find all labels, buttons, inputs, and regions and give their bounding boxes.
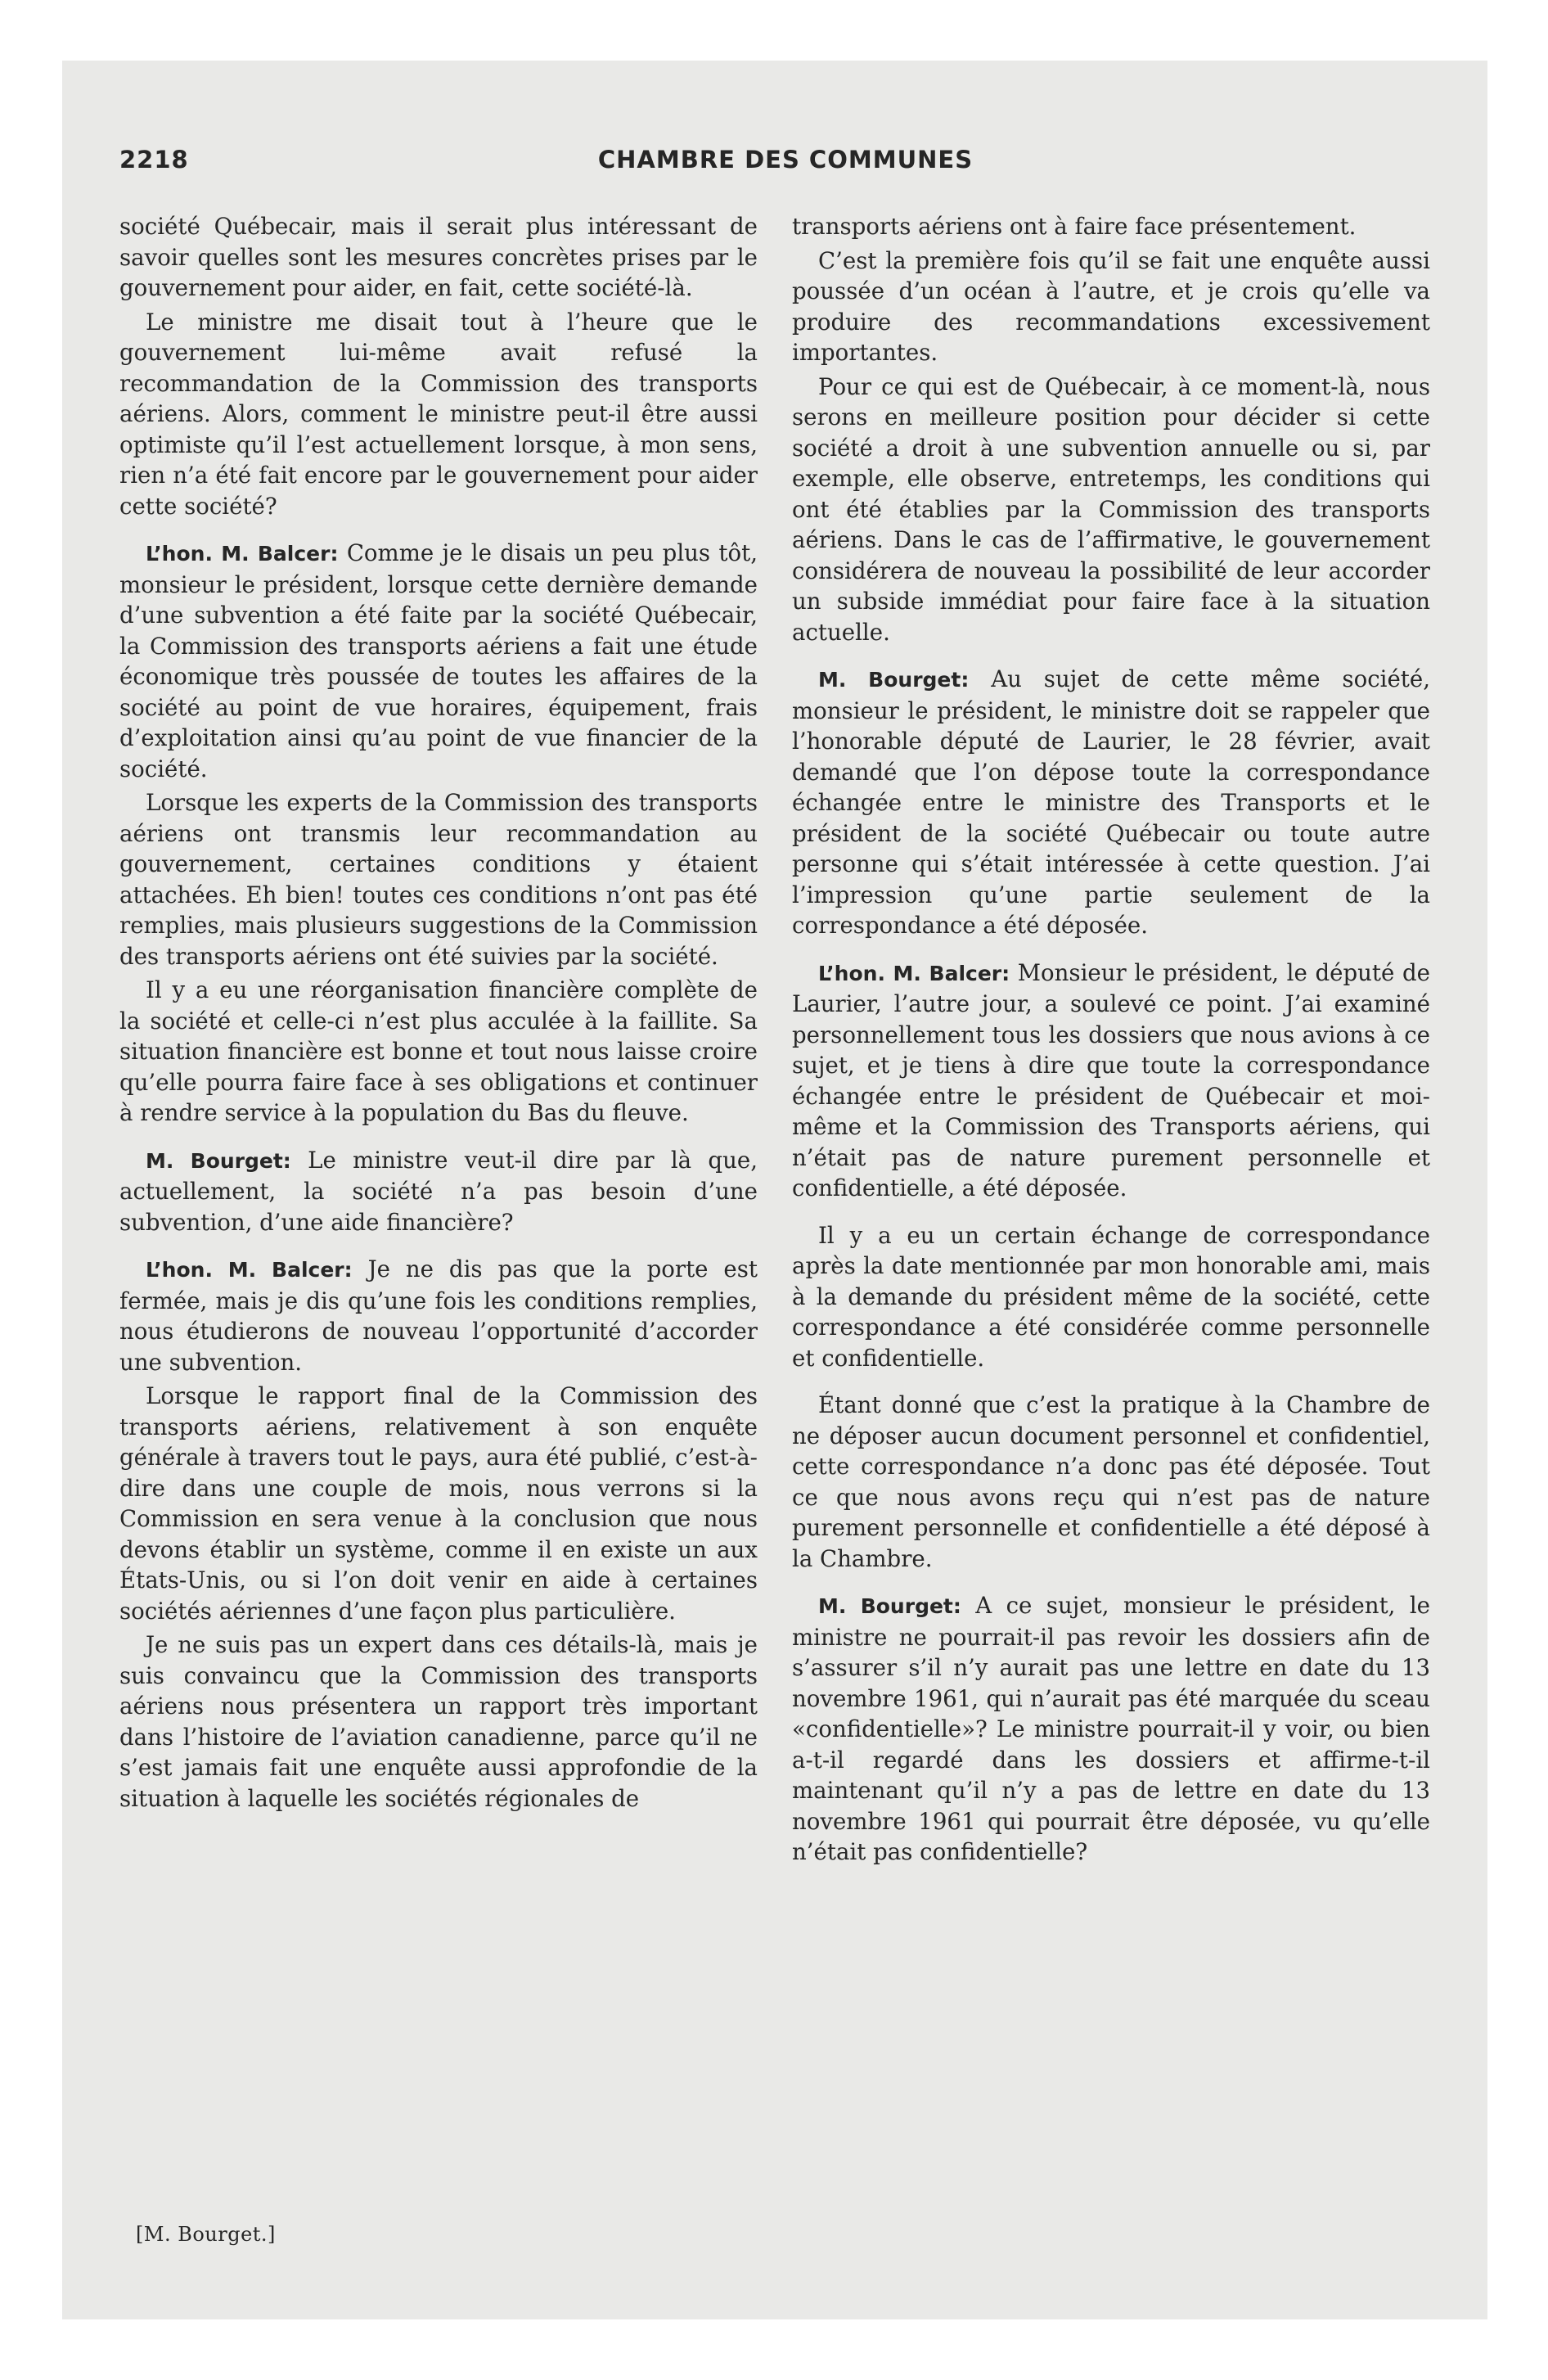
speech-paragraph: M. Bourget: Le ministre veut-il dire par là que, actuellement, la société n’a pas besoin d’une subvention, d’une aide financière? — [119, 1146, 758, 1236]
paragraph: Étant donné que c’est la pratique à la Chambre de ne déposer aucun document personnel et confidentiel, cette correspondance n’a donc pas été déposée. Tout ce que nous avons reçu qui n’est pas de nature purement personnelle et confidentielle a été déposé à la Chambre. — [792, 1391, 1430, 1572]
speaker-name: M. Bourget: — [818, 668, 970, 692]
left-column — [119, 211, 758, 1817]
speech-paragraph: L’hon. M. Balcer: Monsieur le président, le député de Laurier, l’autre jour, a soulevé ce point. J’ai examiné personnellement tous les dossiers que nous avions à ce sujet, et je tiens à dire que toute la correspondance échangée entre le président de Québecair et moi-même et la Commission des Transports aériens, qui n’était pas de nature purement personnelle et confidentielle, a été déposée. — [792, 958, 1430, 1201]
paragraph: Je ne suis pas un expert dans ces détails-là, mais je suis convaincu que la Commission des transports aériens nous présentera un rapport très important dans l’histoire de l’aviation canadienne, parce qu’il ne s’est jamais fait une enquête aussi approfondie de la situation à laquelle les sociétés régionales de — [119, 1631, 758, 1812]
page-number: 2218 — [119, 146, 189, 174]
speaker-name: L’hon. M. Balcer: — [146, 542, 339, 566]
paragraph: Lorsque le rapport final de la Commission des transports aériens, relativement à son enquête générale à travers tout le pays, aura été publié, c’est-à-dire dans une couple de mois, nous verrons si la Commission en sera venue à la conclusion que nous devons établir un système, comme il en existe un aux États-Unis, ou si l’on doit venir en aide à certaines sociétés aériennes d’une façon plus particulière. — [119, 1382, 758, 1625]
speaker-name: L’hon. M. Balcer: — [818, 961, 1010, 985]
right-column — [792, 211, 1430, 1871]
speech-paragraph: L’hon. M. Balcer: Comme je le disais un peu plus tôt, monsieur le président, lorsque cette dernière demande d’une subvention a été faite par la société Québecair, la Commission des transports aériens a fait une étude économique très poussée de toutes les affaires de la société au point de vue horaires, équipement, frais d’exploitation ainsi qu’au point de vue financier de la société. — [119, 539, 758, 782]
speaker-name: M. Bourget: — [146, 1148, 291, 1173]
paragraph: Il y a eu un certain échange de correspondance après la date mentionnée par mon honorable ami, mais à la demande du président même de la société, cette correspondance a été considérée comme personnelle et confidentielle. — [792, 1221, 1430, 1372]
speech-paragraph: M. Bourget: A ce sujet, monsieur le président, le ministre ne pourrait-il pas revoir les dossiers afin de s’assurer s’il n’y aurait pas une lettre en date du 13 novembre 1961, qui n’aurait pas été marquée du sceau «confidentielle»? Le ministre pourrait-il y voir, ou bien a-t-il regardé dans les dossiers et affirme-t-il maintenant qu’il n’y a pas de lettre en date du 13 novembre 1961 qui pourrait être déposée, vu qu’elle n’était pas confidentielle? — [792, 1592, 1430, 1865]
speaker-name: M. Bourget: — [818, 1594, 961, 1618]
speech-paragraph: L’hon. M. Balcer: Je ne dis pas que la porte est fermée, mais je dis qu’une fois les conditions remplies, nous étudierons de nouveau l’opportunité d’accorder une subvention. — [119, 1255, 758, 1376]
paragraph: société Québecair, mais il serait plus intéressant de savoir quelles sont les mesures concrètes prises par le gouvernement pour aider, en fait, cette société-là. — [119, 213, 758, 301]
paragraph: transports aériens ont à faire face présentement. — [792, 213, 1357, 240]
speech-paragraph: M. Bourget: Au sujet de cette même société, monsieur le président, le ministre doit se rappeler que l’honorable député de Laurier, le 28 février, avait demandé que l’on dépose toute la correspondance échangée entre le ministre des Transports et le président de la société Québecair ou toute autre personne qui s’était intéressée à cette question. J’ai l’impression qu’une partie seulement de la correspondance a été déposée. — [792, 665, 1430, 939]
speaker-name: L’hon. M. Balcer: — [146, 1258, 353, 1282]
running-head: CHAMBRE DES COMMUNES — [597, 146, 974, 174]
paragraph: C’est la première fois qu’il se fait une enquête aussi poussée d’un océan à l’autre, et je crois qu’elle va produire des recommandations excessivement importantes. — [792, 246, 1430, 366]
speaker-footnote: [M. Bourget.] — [136, 2223, 276, 2246]
paragraph: Pour ce qui est de Québecair, à ce moment-là, nous serons en meilleure position pour décider si cette société a droit à une subvention annuelle ou si, par exemple, elle observe, entretemps, les conditions qui ont été établies par la Commission des transports aériens. Dans le cas de l’affirmative, le gouvernement considérera de nouveau la possibilité de leur accorder un subside immédiat pour faire face à la situation actuelle. — [792, 372, 1430, 646]
paragraph: Le ministre me disait tout à l’heure que le gouvernement lui-même avait refusé la recommandation de la Commission des transports aériens. Alors, comment le ministre peut-il être aussi optimiste qu’il l’est actuellement lorsque, à mon sens, rien n’a été fait encore par le gouvernement pour aider cette société? — [119, 308, 758, 520]
page-header — [119, 146, 1451, 185]
paragraph: Lorsque les experts de la Commission des transports aériens ont transmis leur recommandation au gouvernement, certaines conditions y étaient attachées. Eh bien! toutes ces conditions n’ont pas été remplies, mais plusieurs suggestions de la Commission des transports aériens ont été suivies par la société. — [119, 789, 758, 970]
paragraph: Il y a eu une réorganisation financière complète de la société et celle-ci n’est plus acculée à la faillite. Sa situation financière est bonne et tout nous laisse croire qu’elle pourra faire face à ses obligations et continuer à rendre service à la population du Bas du fleuve. — [119, 976, 758, 1126]
